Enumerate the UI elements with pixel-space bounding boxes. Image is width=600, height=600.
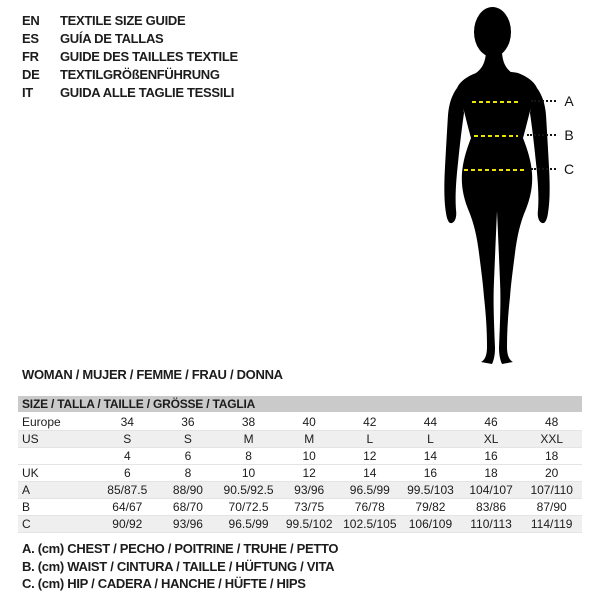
size-cell: 38: [241, 415, 256, 429]
silhouette-right-arm: [530, 88, 550, 223]
size-cell: 93/96: [172, 517, 203, 531]
size-cell: 90/92: [112, 517, 143, 531]
size-cell: 6: [123, 466, 131, 480]
marker-label-waist: B: [564, 127, 574, 143]
row-label: A: [22, 483, 31, 497]
category-title: WOMAN / MUJER / FEMME / FRAU / DONNA: [22, 367, 283, 382]
size-cell: 110/113: [470, 517, 512, 531]
size-cell: 104/107: [469, 483, 513, 497]
size-cell: 18: [484, 466, 498, 480]
size-cell: 68/70: [172, 500, 203, 514]
row-label: C: [22, 517, 31, 531]
pointer-line-waist: [527, 134, 556, 136]
size-cell: S: [183, 432, 192, 446]
size-cell: 40: [302, 415, 316, 429]
size-cell: 99.5/103: [407, 483, 454, 497]
size-cell: 16: [484, 449, 498, 463]
size-cell: 42: [363, 415, 377, 429]
silhouette-left-arm: [444, 88, 464, 223]
size-cell: M: [304, 432, 315, 446]
size-cell: 106/109: [408, 517, 453, 531]
row-label: UK: [22, 466, 39, 480]
size-cell: L: [427, 432, 434, 446]
size-cell: 20: [545, 466, 559, 480]
size-cell: 46: [484, 415, 498, 429]
legend-item-waist: B. (cm) WAIST / CINTURA / TAILLE / HÜFTUNG / VITA: [22, 558, 335, 574]
row-label: Europe: [22, 415, 61, 429]
size-cell: 83/86: [476, 500, 507, 514]
size-cell: 79/82: [415, 500, 446, 514]
size-cell: M: [243, 432, 254, 446]
size-cell: 44: [423, 415, 438, 429]
measurement-legend: [22, 540, 338, 593]
size-cell: 107/110: [530, 483, 573, 497]
table-row: [18, 431, 582, 448]
row-label: [18, 448, 97, 464]
size-cell: 114/119: [530, 517, 573, 531]
legend-item-hip: C. (cm) HIP / CADERA / HANCHE / HÜFTE / HIPS: [22, 576, 306, 591]
size-cell: 36: [181, 415, 195, 429]
pointer-line-chest: [531, 100, 556, 102]
size-cell: 10: [241, 466, 256, 480]
size-cell: 34: [120, 415, 134, 429]
size-cell: 96.5/99: [349, 483, 390, 497]
marker-label-hip: C: [563, 161, 575, 177]
size-table-header: SIZE / TALLA / TAILLE / GRÖSSE / TAGLIA: [18, 396, 582, 412]
guide-title: TEXTILE SIZE GUIDE: [60, 12, 186, 28]
size-cell: XXL: [540, 432, 564, 446]
table-row: [18, 448, 582, 465]
size-cell: 18: [545, 449, 559, 463]
size-cell: 76/78: [354, 500, 385, 514]
table-row: [18, 516, 582, 533]
size-cell: S: [123, 432, 132, 446]
size-cell: 88/90: [172, 483, 203, 497]
table-row: [18, 465, 582, 482]
size-cell: 73/75: [294, 500, 325, 514]
pointer-line-hip: [531, 168, 556, 170]
guide-title: GUIDE DES TAILLES TEXTILE: [60, 48, 238, 64]
size-cell: 70/72.5: [228, 500, 269, 514]
size-cell: 8: [245, 449, 252, 463]
size-cell: 12: [363, 449, 377, 463]
size-cell: 14: [363, 466, 377, 480]
language-code: DE: [22, 66, 40, 82]
table-row: [18, 499, 582, 516]
size-cell: L: [366, 432, 374, 446]
language-code: FR: [22, 48, 39, 64]
guide-title: TEXTILGRÖßENFÜHRUNG: [60, 66, 220, 82]
size-cell: 8: [184, 466, 192, 480]
guide-title: GUIDA ALLE TAGLIE TESSILI: [60, 84, 235, 100]
row-label: B: [22, 500, 31, 514]
row-label: US: [22, 432, 39, 446]
size-cell: 102.5/105: [343, 517, 397, 531]
size-cell: 12: [302, 466, 316, 480]
size-table: [18, 396, 582, 533]
silhouette-torso-legs: [457, 72, 537, 365]
size-cell: 48: [545, 415, 559, 429]
size-cell: 99.5/102: [285, 517, 333, 531]
size-cell: 14: [423, 449, 438, 463]
size-cell: 87/90: [536, 500, 567, 514]
size-cell: 85/87.5: [107, 483, 148, 497]
guide-title: GUÍA DE TALLAS: [60, 30, 164, 46]
size-cell: 93/96: [294, 483, 325, 497]
table-row: [18, 482, 582, 499]
language-code: ES: [22, 30, 39, 46]
woman-silhouette: [428, 5, 568, 365]
language-code: IT: [22, 84, 33, 100]
size-cell: XL: [483, 432, 499, 446]
size-cell: 10: [302, 449, 316, 463]
marker-label-chest: A: [564, 93, 574, 109]
legend-item-chest: A. (cm) CHEST / PECHO / POITRINE / TRUHE / PETTO: [22, 541, 339, 556]
language-code: EN: [22, 12, 40, 28]
size-cell: 96.5/99: [228, 517, 269, 531]
size-cell: 16: [423, 466, 438, 480]
size-cell: 4: [123, 449, 131, 463]
table-row: [18, 414, 582, 431]
size-cell: 90.5/92.5: [223, 483, 274, 497]
size-table-body: [18, 414, 582, 533]
size-cell: 6: [184, 449, 192, 463]
size-cell: 64/67: [112, 500, 143, 514]
